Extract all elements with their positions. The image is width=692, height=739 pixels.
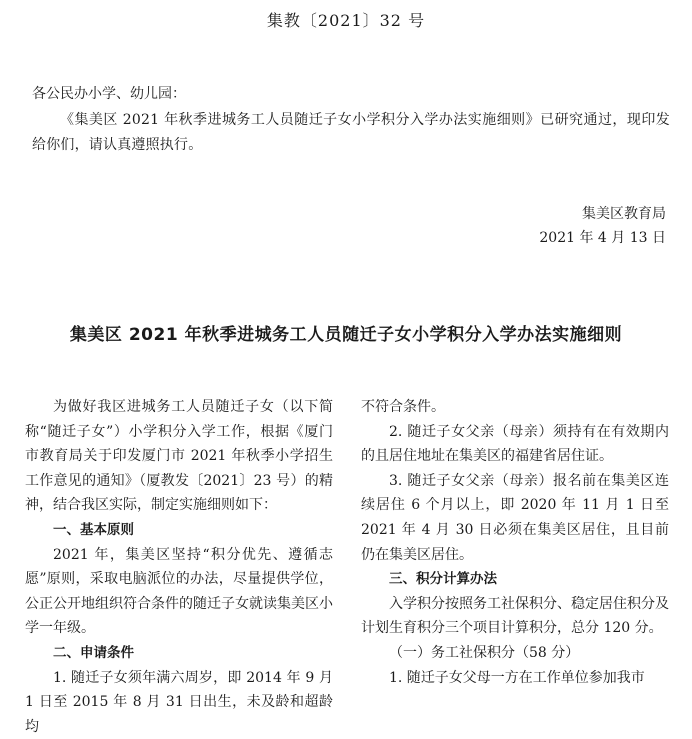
section-heading-application-conditions: 二、申请条件 [53,644,134,661]
condition-item-3: 3. 随迁子女父亲（母亲）报名前在集美区连续居住 6 个月以上，即 2020 年 11 月 1 日至 2021 年 4 月 30 日必须在集美区居住，且目前仍在集美区居住。 [361,472,669,563]
intro-paragraph: 为做好我区进城务工人员随迁子女（以下简称“随迁子女”）小学积分入学工作，根据《厦门市教育局关于印发厦门市 2021 年秋季小学招生工作意见的通知》（厦教发〔2021〕23 号）的精神，结合我区实际，制定实施细则如下： [25,399,333,514]
document-number: 集教〔2021〕32 号 [266,11,426,30]
points-calculation-paragraph: 入学积分按照务工社保积分、稳定居住积分及计划生育积分三个项目计算积分，总分 120 分。 [361,595,669,637]
section-heading-points-calculation: 三、积分计算办法 [389,571,497,588]
issue-date: 2021 年 4 月 13 日 [539,230,666,246]
condition-item-2: 2. 随迁子女父亲（母亲）须持有在有效期内的且居住地址在集美区的福建省居住证。 [361,423,669,465]
basic-principle-paragraph: 2021 年，集美区坚持“积分优先、遵循志愿”原则，采取电脑派位的办法，尽量提供学位，公正公开地组织符合条件的随迁子女就读集美区小学一年级。 [25,546,333,637]
left-column [25,395,333,739]
subsection-heading-work-social-security: （一）务工社保积分（58 分） [389,644,580,661]
signature-block [539,202,666,250]
notice-body: 《集美区 2021 年秋季进城务工人员随迁子女小学积分入学办法实施细则》已研究通过，现印发给你们，请认真遵照执行。 [32,112,670,153]
work-social-security-item-1: 1. 随迁子女父母一方在工作单位参加我市 [389,669,645,686]
condition-item-1: 1. 随迁子女须年满六周岁，即 2014 年 9 月 1 日至 2015 年 8 月 31 日出生，未及龄和超龄均 [25,669,333,735]
body-columns [25,395,669,739]
issuing-organization: 集美区教育局 [582,206,666,222]
addressee-line: 各公民办小学、幼儿园： [32,86,186,102]
page-title: 集美区 2021 年秋季进城务工人员随迁子女小学积分入学办法实施细则 [69,325,623,345]
condition-item-1-continued: 不符合条件。 [361,399,445,415]
section-heading-basic-principle: 一、基本原则 [53,521,134,538]
right-column [361,395,669,739]
